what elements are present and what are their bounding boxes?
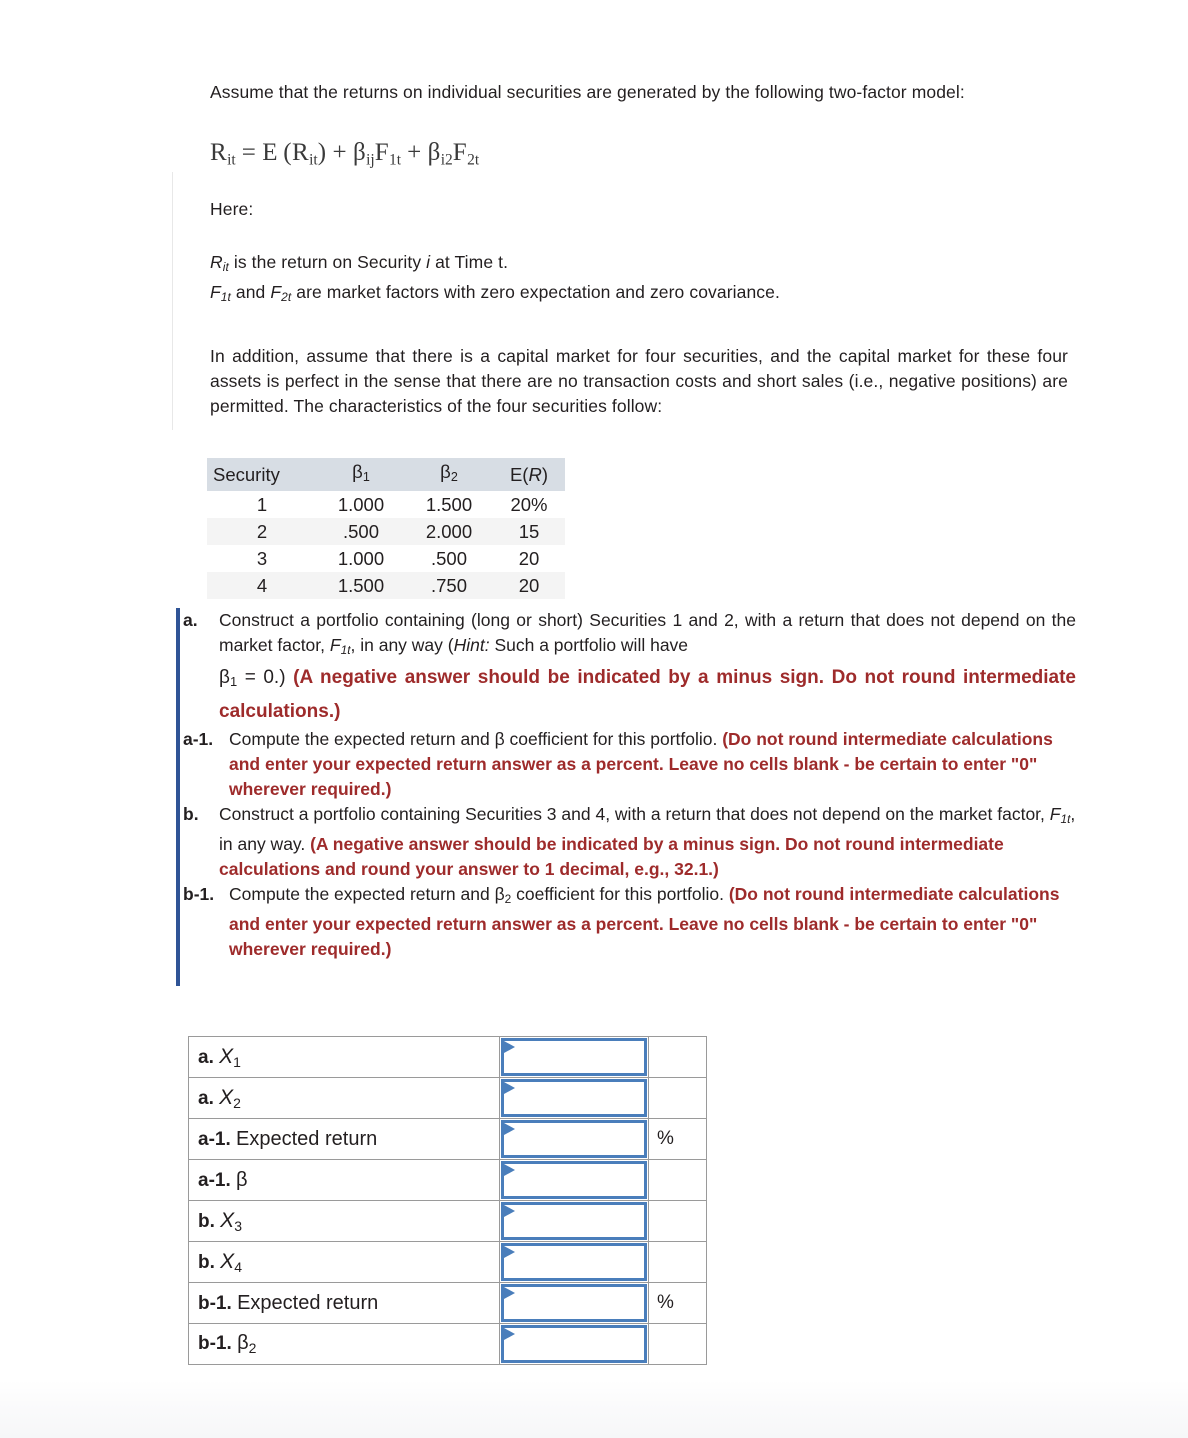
question-a1-text: Compute the expected return and β coefficient for this portfolio. (Do not round intermediate calculations and enter your expected return answer as a percent. Leave no cells blank - be certain to enter "0" wherever required.)	[229, 729, 1053, 800]
table-row	[207, 545, 565, 572]
answer-row-b-x3	[189, 1201, 707, 1242]
question-b-text: Construct a portfolio containing Securities 3 and 4, with a return that does not depend on the market factor, F1t, in any way. (A negative answer should be indicated by a minus sign. Do not round intermediate calculations and round your answer to 1 decimal, e.g., 32.1.)	[219, 804, 1076, 880]
cell-er: 20%	[510, 494, 548, 516]
answer-unit-b-x3	[649, 1201, 707, 1242]
answer-unit-a-x2	[649, 1078, 707, 1119]
cell-beta1: .500	[342, 521, 379, 543]
question-b-label: b.	[183, 804, 199, 825]
answer-label-b1-beta2: b-1. $\beta_2$	[189, 1324, 500, 1365]
answer-input-b1-beta2[interactable]	[500, 1324, 649, 1365]
page-bottom-fade	[0, 1380, 1188, 1438]
answer-row-a1-expected-return	[189, 1119, 707, 1160]
input-marker-icon	[504, 1164, 515, 1176]
col-header-beta1: $\beta_1$	[352, 461, 370, 485]
rit-symbol: R	[210, 252, 223, 273]
input-field[interactable]	[501, 1202, 647, 1240]
here-label: Here:	[210, 199, 254, 220]
beta-condition: $\beta_1 = 0$.)	[219, 666, 286, 690]
input-marker-icon	[504, 1246, 515, 1258]
question-b	[176, 802, 1076, 882]
cell-security: 4	[256, 575, 268, 597]
table-row	[207, 572, 565, 599]
answer-label-b-x4: b. $X_4$	[189, 1242, 500, 1283]
answer-unit-a1-expected-return: %	[649, 1119, 707, 1160]
answer-entry-table	[188, 1036, 707, 1365]
answer-unit-b1-expected-return: %	[649, 1283, 707, 1324]
question-b1-label: b-1.	[183, 884, 215, 905]
answer-input-a1-expected-return[interactable]	[500, 1119, 649, 1160]
input-marker-icon	[504, 1123, 515, 1135]
securities-characteristics-table	[207, 458, 565, 599]
input-marker-icon	[504, 1328, 515, 1340]
cell-security: 1	[256, 494, 268, 516]
question-b1	[176, 882, 1076, 962]
question-a1-red-instruction: (Do not round intermediate calculations and enter your expected return answer as a percent. Leave no cells blank - be certain to enter "0" wherever required.)	[229, 729, 1053, 800]
answer-label-b-x3: b. $X_3$	[189, 1201, 500, 1242]
intro-section	[210, 80, 1068, 419]
answer-label-b1-expected-return: b-1. Expected return	[189, 1283, 500, 1324]
cell-er: 20	[518, 548, 540, 570]
answer-row-b-x4	[189, 1242, 707, 1283]
input-marker-icon	[504, 1082, 515, 1094]
answer-input-a-x2[interactable]	[500, 1078, 649, 1119]
question-a-beta-and-instruction	[219, 663, 1076, 727]
answer-row-a-x1	[189, 1037, 707, 1078]
two-factor-model-formula: $R_{it} = E$ $(R_{it}) + \beta_{ij}F_{1t} + \beta_{i2}F_{2t}$	[210, 139, 480, 169]
answer-unit-b1-beta2	[649, 1324, 707, 1365]
input-field[interactable]	[501, 1243, 647, 1281]
answer-row-b1-expected-return	[189, 1283, 707, 1324]
input-field[interactable]	[501, 1120, 647, 1158]
question-a1-label: a-1.	[183, 729, 214, 750]
answer-row-b1-beta2	[189, 1324, 707, 1365]
intro-paragraph-2: In addition, assume that there is a capital market for four securities, and the capital market for these four assets is perfect in the sense that there are no transaction costs and short sales (i.e., negative positions) are permitted. The characteristics of the four securities follow:	[210, 346, 1068, 417]
left-grey-rule	[172, 172, 173, 430]
answer-input-b1-expected-return[interactable]	[500, 1283, 649, 1324]
question-a-text: Construct a portfolio containing (long or short) Securities 1 and 2, with a return that does not depend on the market factor, F1t, in any way (Hint: Such a portfolio will have	[219, 610, 1076, 657]
cell-security: 3	[256, 548, 268, 570]
table-header-row	[207, 458, 565, 491]
questions-section	[176, 608, 1076, 962]
question-a1	[176, 727, 1076, 802]
cell-beta2: 2.000	[425, 521, 473, 543]
answer-input-a-x1[interactable]	[500, 1037, 649, 1078]
cell-er: 20	[518, 575, 540, 597]
input-marker-icon	[504, 1041, 515, 1053]
question-a-continued	[176, 663, 1076, 727]
answer-label-a1-expected-return: a-1. Expected return	[189, 1119, 500, 1160]
answer-unit-a1-beta	[649, 1160, 707, 1201]
definition-factors: F1t and F2t are market factors with zero expectation and zero covariance.	[210, 282, 780, 305]
question-b-red-instruction: (A negative answer should be indicated by a minus sign. Do not round intermediate calculations and round your answer to 1 decimal, e.g., 32.1.)	[219, 834, 1004, 880]
cell-beta2: .750	[430, 575, 467, 597]
intro-paragraph-1: Assume that the returns on individual securities are generated by the following two-factor model:	[210, 82, 965, 102]
cell-er: 15	[518, 521, 540, 543]
input-field[interactable]	[501, 1284, 647, 1322]
answer-unit-a-x1	[649, 1037, 707, 1078]
input-field[interactable]	[501, 1038, 647, 1076]
question-b1-lead: Compute the expected return and $\beta_2$ coefficient for this portfolio.	[229, 884, 729, 907]
cell-beta2: .500	[430, 548, 467, 570]
cell-beta1: 1.000	[337, 494, 385, 516]
question-a-red-instruction: (A negative answer should be indicated by a minus sign. Do not round intermediate calculations.)	[219, 666, 1077, 723]
answer-label-a-x1: a. $X_1$	[189, 1037, 500, 1078]
table-row	[207, 491, 565, 518]
input-marker-icon	[504, 1205, 515, 1217]
answer-row-a-x2	[189, 1078, 707, 1119]
col-header-expected-return: E(R)	[509, 464, 549, 486]
answer-input-a1-beta[interactable]	[500, 1160, 649, 1201]
input-field[interactable]	[501, 1325, 647, 1363]
question-b1-red-instruction: (Do not round intermediate calculations and enter your expected return answer as a percent. Leave no cells blank - be certain to enter "0" wherever required.)	[229, 884, 1060, 960]
input-marker-icon	[504, 1287, 515, 1299]
input-field[interactable]	[501, 1079, 647, 1117]
input-field[interactable]	[501, 1161, 647, 1199]
question-a	[176, 608, 1076, 663]
cell-security: 2	[256, 521, 268, 543]
table-row	[207, 518, 565, 545]
definition-rit: Rit is the return on Security i at Time t.	[210, 252, 509, 275]
answer-label-a1-beta: a-1. β	[189, 1160, 500, 1201]
answer-label-a-x2: a. $X_2$	[189, 1078, 500, 1119]
blue-accent-bar	[176, 608, 180, 986]
col-header-security: Security	[213, 464, 280, 486]
answer-input-b-x3[interactable]	[500, 1201, 649, 1242]
question-a-label: a.	[183, 610, 198, 630]
cell-beta1: 1.500	[337, 575, 385, 597]
answer-row-a1-beta	[189, 1160, 707, 1201]
answer-input-b-x4[interactable]	[500, 1242, 649, 1283]
cell-beta1: 1.000	[337, 548, 385, 570]
cell-beta2: 1.500	[425, 494, 473, 516]
col-header-beta2: $\beta_2$	[440, 461, 458, 485]
answer-unit-b-x4	[649, 1242, 707, 1283]
question-b1-text	[229, 882, 1076, 962]
